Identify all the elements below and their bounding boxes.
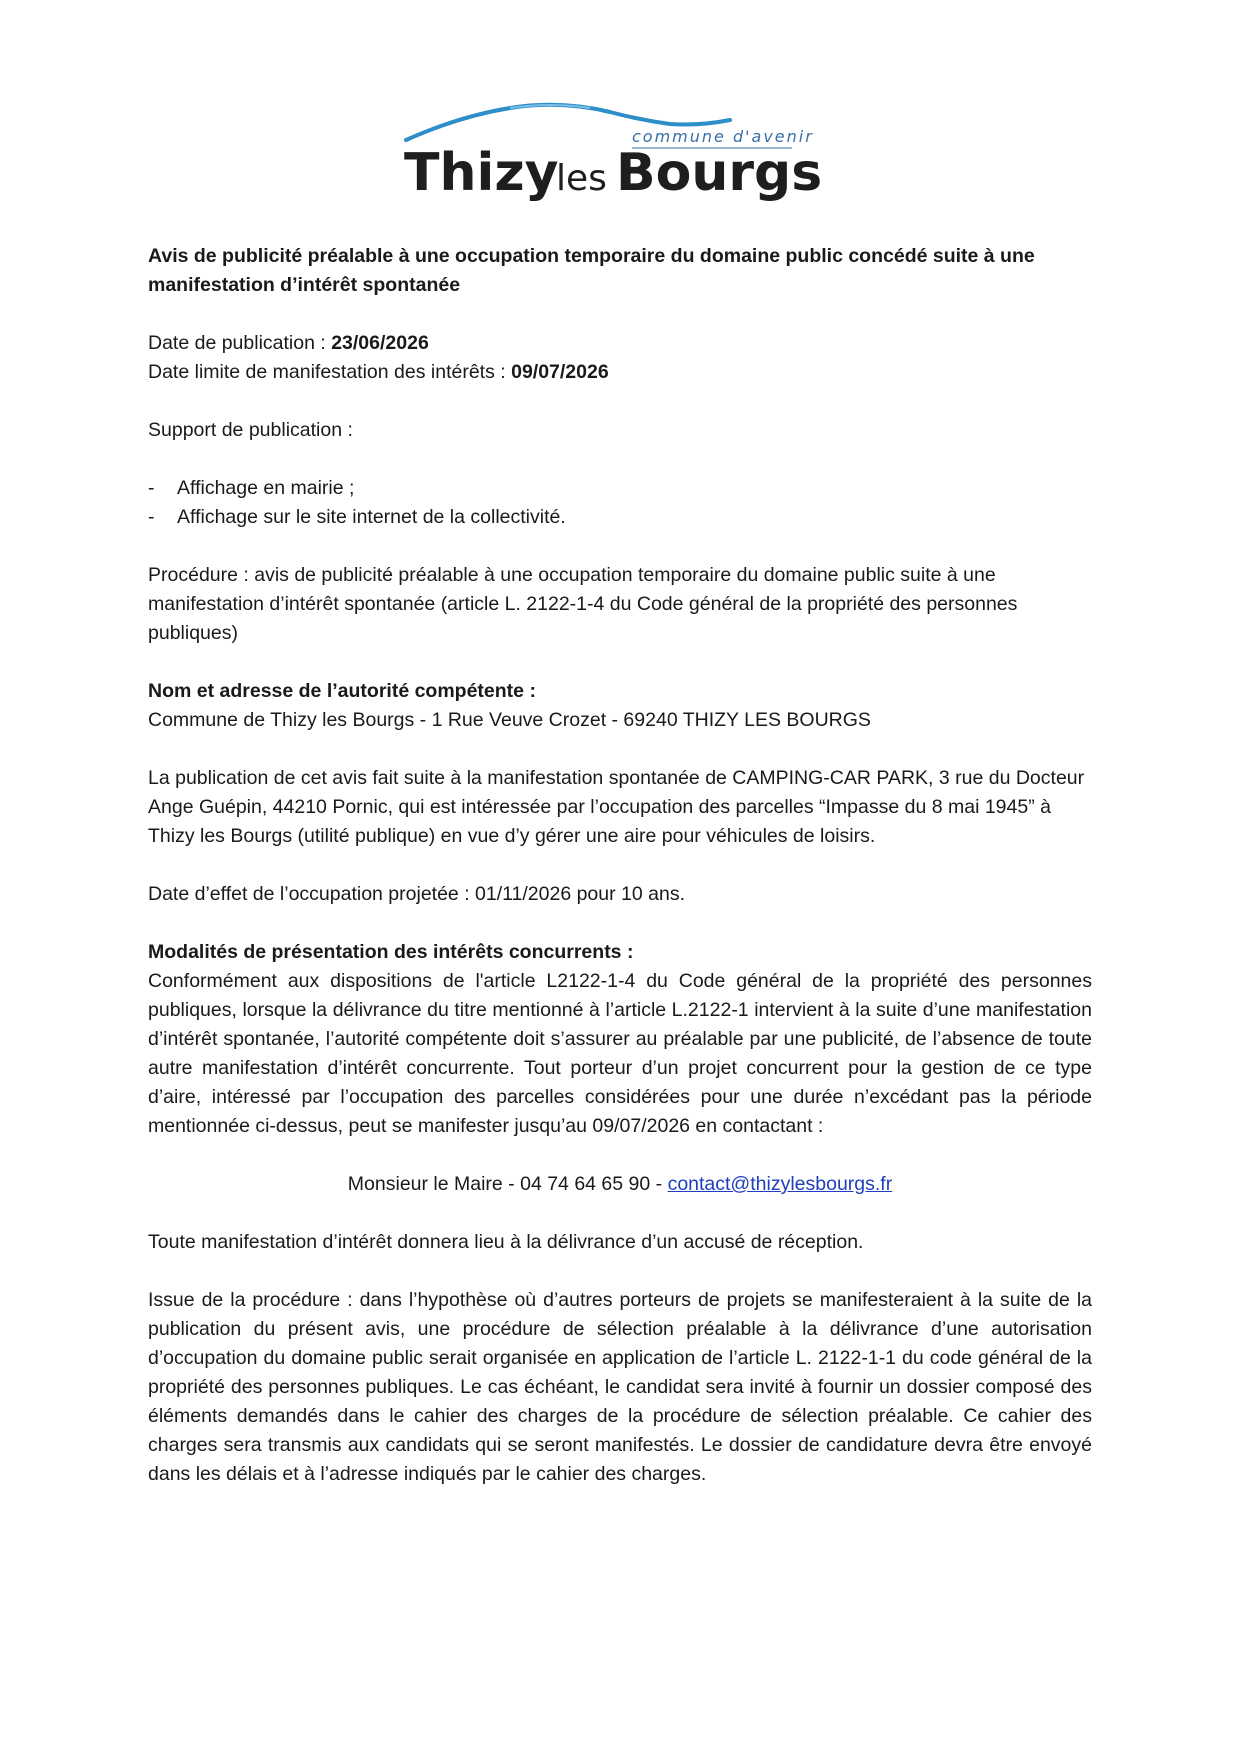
limit-date-value: 09/07/2026 xyxy=(511,361,609,383)
authority-address: Commune de Thizy les Bourgs - 1 Rue Veuve Crozet - 69240 THIZY LES BOURGS xyxy=(148,709,871,731)
limit-date-label: Date limite de manifestation des intérêts : xyxy=(148,361,512,383)
support-label: Support de publication : xyxy=(148,419,353,441)
list-dash: - xyxy=(148,477,155,499)
receipt-paragraph: Toute manifestation d’intérêt donnera lieu à la délivrance d’un accusé de réception. xyxy=(148,1231,864,1253)
notice-body xyxy=(148,242,1092,1489)
publication-date-label: Date de publication : xyxy=(148,332,332,354)
support-item-mairie: Affichage en mairie ; xyxy=(177,477,355,499)
publication-reason-paragraph: La publication de cet avis fait suite à la manifestation spontanée de CAMPING-CAR PARK, 3 rue du Docteur Ange Guépin, 44210 Pornic, qui est intéressée par l’occupation des parcelles “Impasse du 8 mai 1945” à Thizy les Bourgs (utilité publique) en vue d’y gérer une aire pour véhicules de loisirs. xyxy=(148,767,1085,847)
contact-line xyxy=(148,1170,1092,1199)
list-dash: - xyxy=(148,506,155,528)
procedure-paragraph: Procédure : avis de publicité préalable à une occupation temporaire du domaine public suite à une manifestation d’intérêt spontanée (article L. 2122-1-4 du Code général de la propriété des personnes publiques) xyxy=(148,564,1018,644)
authority-heading: Nom et adresse de l’autorité compétente : xyxy=(148,680,536,702)
modalities-heading: Modalités de présentation des intérêts concurrents : xyxy=(148,941,634,963)
logo-name-thizy: Thizy xyxy=(404,143,559,203)
logo-tagline: commune d'avenir xyxy=(632,127,814,146)
logo-name-bourgs: Bourgs xyxy=(616,143,823,203)
outcome-paragraph: Issue de la procédure : dans l’hypothèse où d’autres porteurs de projets se manifesteraient à la suite de la publication du présent avis, une procédure de sélection préalable à la délivrance d’une autorisation d’occupation du domaine public serait organisée en application de l’article L. 2122-1-1 du code général de la propriété des personnes publiques. Le cas échéant, le candidat sera invité à fournir un dossier composé des éléments demandés dans le cahier des charges de la procédure de sélection préalable. Ce cahier des charges sera transmis aux candidats qui se seront manifestés. Le dossier de candidature devra être envoyé dans les délais et à l’adresse indiqués par le cahier des charges. xyxy=(148,1289,1092,1485)
thizy-les-bourgs-logo xyxy=(400,98,848,216)
list-item xyxy=(148,474,1092,503)
notice-title: Avis de publicité préalable à une occupation temporaire du domaine public concédé suite à une manifestation d’intérêt spontanée xyxy=(148,245,1035,296)
contact-prefix: Monsieur le Maire - 04 74 64 65 90 - xyxy=(347,1173,668,1195)
contact-email-link[interactable]: contact@thizylesbourgs.fr xyxy=(667,1173,893,1195)
support-item-website: Affichage sur le site internet de la collectivité. xyxy=(177,506,566,528)
limit-date-line xyxy=(148,358,1092,387)
publication-date-value: 23/06/2026 xyxy=(331,332,429,354)
logo-name-les: les xyxy=(556,158,607,199)
modalities-paragraph: Conformément aux dispositions de l'article L2122-1-4 du Code général de la propriété des personnes publiques, lorsque la délivrance du titre mentionné à l’article L.2122-1 intervient à la suite d’une manifestation d’intérêt spontanée, l’autorité compétente doit s’assurer au préalable par une publicité, de l’absence de toute autre manifestation d’intérêt concurrente. Tout porteur d’un projet concurrent pour la gestion de ce type d’aire, intéressé par l’occupation des parcelles considérées pour une durée n’excédant pas la période mentionnée ci-dessus, peut se manifester jusqu’au 09/07/2026 en contactant : xyxy=(148,970,1092,1137)
list-item xyxy=(148,503,1092,532)
publication-date-line xyxy=(148,329,1092,358)
effective-date-line: Date d’effet de l’occupation projetée : 01/11/2026 pour 10 ans. xyxy=(148,883,686,905)
